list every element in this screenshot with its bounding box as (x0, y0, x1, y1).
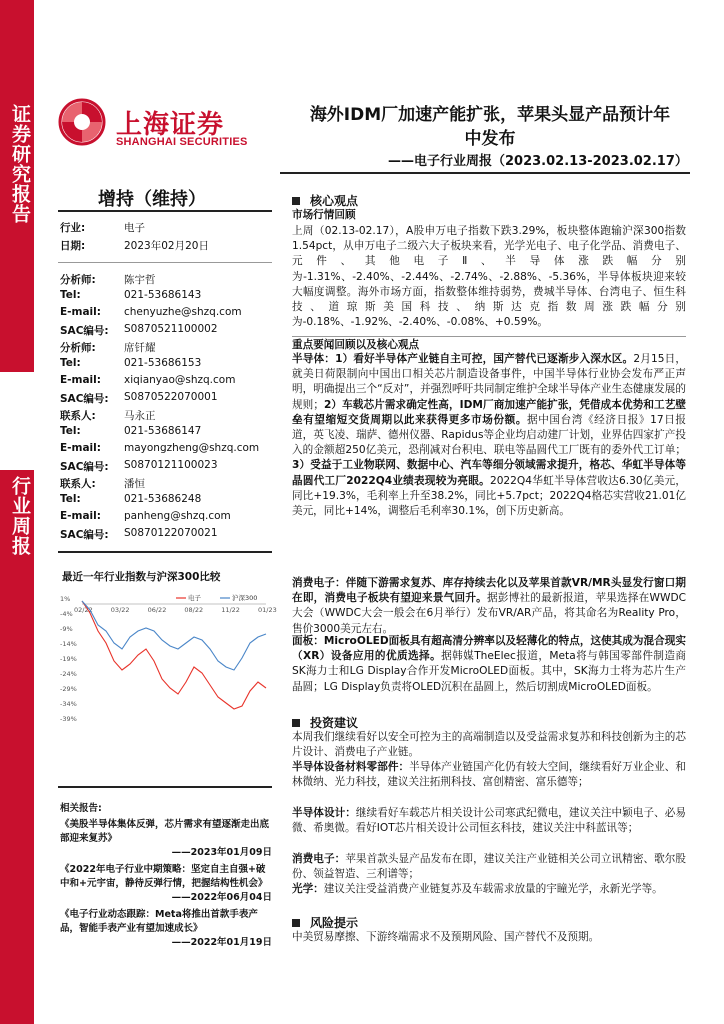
analyst-value: S0870122070021 (124, 527, 218, 539)
consumer2-paragraph (292, 852, 686, 882)
invest-heading: 投资建议 (292, 714, 358, 731)
analyst-value: 021-53686248 (124, 493, 202, 505)
y-tick-label: -14% (60, 640, 77, 648)
related-report-item[interactable] (60, 863, 272, 905)
index-comparison-chart (58, 592, 277, 723)
meta-key: 日期: (60, 240, 86, 252)
semiconductor-paragraph (292, 352, 686, 519)
y-tick-label: -34% (60, 700, 77, 708)
analyst-key: 联系人: (60, 410, 96, 422)
invest-text: 本周我们继续看好以安全可控为主的高端制造以及受益需求复苏和科技创新为主的芯片设计、消费电子产业链。 (292, 731, 686, 759)
analyst-key: Tel: (60, 357, 81, 369)
market-review-text: 上周（02.13-02.17），A股申万电子指数下跌3.29%，板块整体跑输沪深300指数1.54pct，从申万电子二级六大子板块来看，光学光电子、电子化学品、消费电子、元件、其他电子Ⅱ、半导体涨跌幅分别为-1.31%、-2.40%、-2.44%、-2.74%、-2.88%、-5.36%，半导体板块迎来较大幅度调整。海外市场方面，指数整体维持弱势，费城半导体、台湾电子、恒生科技、道琼斯美国科技、纳斯达克指数周涨跌幅分别为-0.18%、-1.92%、-2.40%、-0.08%、+0.59%。 (292, 225, 686, 329)
series-line-0 (82, 601, 266, 709)
analyst-value: 席钎耀 (124, 342, 156, 354)
report-subtitle: ——电子行业周报（2023.02.13-2023.02.17） (388, 154, 688, 169)
semiconductor-detail-2: 据中国台湾《经济日报》17日报道，英飞凌、瑞萨、德州仪器、Rapidus等企业均启动建厂计划，业界估四家扩产投入的金额超250亿美元，恐削减对台积电、联电等晶圆代工厂既有的委外代工订单； (292, 413, 687, 457)
optics-label: 光学： (292, 883, 324, 895)
risk-heading: 风险提示 (292, 914, 358, 931)
analyst-value: 陈宇哲 (124, 274, 156, 286)
news-divider (292, 336, 686, 337)
design-paragraph (292, 806, 686, 836)
related-report-title: 《美股半导体集体反弹，芯片需求有望逐渐走出底部迎来复苏》 (60, 819, 270, 844)
brand-name-cn: 上海证券 (116, 110, 225, 140)
analyst-value: mayongzheng@shzq.com (124, 442, 260, 454)
related-report-date: ——2022年06月04日 (171, 892, 272, 903)
x-tick-label: 02/22 (74, 606, 93, 614)
optics-detail: 建议关注受益消费产业链复苏及车载需求放量的宇瞳光学，永新光学等。 (323, 883, 663, 895)
y-tick-label: -24% (60, 670, 77, 678)
related-reports (60, 800, 272, 953)
semiconductor-detail-1: 2月15日，就美日荷限制向中国出口相关芯片制造设备事件，中国半导体行业协会发布严正声明，明确提出三个“反对”，并强烈呼吁共同制定维护全球半导体产业生态健康发展的规则； (292, 353, 687, 411)
analyst-divider (58, 551, 272, 553)
consumer-label: 消费电子： (292, 577, 346, 589)
related-report-title: 《2022年电子行业中期策略：坚定自主自强+破中和+元宇宙，静待反弹行情，把握结构性机会》 (60, 864, 268, 889)
analyst-key: SAC编号: (60, 393, 109, 405)
analyst-key: 分析师: (60, 342, 96, 354)
rating: 增持（维持） (98, 189, 206, 210)
related-report-title: 《电子行业动态跟踪：Meta将推出首款手表产品，智能手表产业有望加速成长》 (60, 909, 258, 934)
consumer-detail: 据彭博社的最新报道，苹果选择在WWDC大会（WWDC大会一般会在6月举行）发布VR/AR产品，将其命名为Reality Pro，售价3000美元左右。 (292, 592, 686, 635)
analyst-value: 021-53686143 (124, 289, 202, 301)
consumer2-detail: 苹果首款头显产品发布在即，建议关注产业链相关公司立讯精密、歌尔股份、领益智造、三利谱等； (292, 853, 687, 881)
bullet-square-icon (292, 719, 300, 727)
brand-name-en: SHANGHAI SECURITIES (116, 136, 248, 148)
analyst-key: E-mail: (60, 510, 101, 522)
legend-label: 沪深300 (232, 594, 258, 602)
analyst-key: SAC编号: (60, 325, 109, 337)
bullet-square-icon (292, 197, 300, 205)
panel-detail: 据韩媒TheElec报道，Meta将与韩国零部件制造商SK海力士和LG Display合作开发MicroOLED面板。其中，SK海力士将为芯片生产晶圆；LG Display负责将OLED沉积在晶圆上，然后切割成MicroOLED面板。 (292, 650, 686, 693)
rating-divider (58, 210, 272, 212)
analyst-value: S0870522070001 (124, 391, 218, 403)
analyst-value: 021-53686147 (124, 425, 202, 437)
news-heading: 重点要闻回顾以及核心观点 (292, 339, 420, 351)
consumer-point: 伴随下游需求复苏、库存持续去化以及苹果首款VR/MR头显发行窗口期在即，消费电子板块有望迎来景气回升。 (292, 577, 686, 605)
market-review-heading: 市场行情回顾 (292, 209, 356, 221)
analyst-value: 021-53686153 (124, 357, 202, 369)
sidebar-label-weekly: 行业周报 (9, 476, 31, 556)
consumer2-label: 消费电子： (292, 853, 346, 865)
design-detail: 继续看好车载芯片相关设计公司寒武纪微电，建议关注中颖电子、必易微、希奥微。看好IOT芯片相关设计公司恒玄科技，建议关注中科蓝讯等； (292, 807, 687, 835)
y-tick-label: -4% (60, 610, 73, 618)
x-tick-label: 03/22 (110, 606, 130, 614)
y-tick-label: -19% (60, 655, 77, 663)
consumer-paragraph (292, 576, 686, 637)
chart-title: 最近一年行业指数与沪深300比较 (62, 571, 221, 583)
meta-info (60, 220, 270, 260)
related-report-item[interactable] (60, 818, 272, 860)
header-divider (280, 172, 690, 174)
panel-label: 面板： (292, 635, 324, 647)
panel-point: MicroOLED面板具有超高清分辨率以及轻薄化的特点，这使其成为混合现实（XR）设备应用的优质选择。 (292, 635, 687, 663)
equipment-detail: 半导体产业链国产化仍有较大空间，继续看好万业企业、和林微纳、光力科技，建议关注拓荆科技、富创精密、富乐德等； (292, 761, 687, 789)
chart-divider (58, 786, 272, 788)
related-report-date: ——2022年01月19日 (171, 937, 272, 948)
meta-key: 行业: (60, 222, 86, 234)
risk-text: 中美贸易摩擦、下游终端需求不及预期风险、国产替代不及预期。 (292, 931, 600, 943)
analyst-key: Tel: (60, 425, 81, 437)
analyst-key: Tel: (60, 289, 81, 301)
analyst-value: xiqianyao@shzq.com (124, 374, 236, 386)
y-tick-label: 1% (60, 595, 71, 603)
equipment-paragraph (292, 760, 686, 790)
meta-value: 2023年02月20日 (124, 240, 209, 252)
bullet-square-icon (292, 919, 300, 927)
y-tick-label: -9% (60, 625, 73, 633)
meta-divider (58, 262, 272, 263)
analyst-value: panheng@shzq.com (124, 510, 231, 522)
related-report-item[interactable] (60, 908, 272, 950)
sidebar-band-middle (0, 372, 34, 470)
semiconductor-detail-3: 2022Q4华虹半导体营收达6.30亿美元，同比+19.3%，毛利率上升至38.2%，同比+5.7pct；2022Q4格芯实营收21.01亿美元，同比+14%，调整后毛利率30.1%，创下历史新高。 (292, 474, 686, 518)
analyst-key: E-mail: (60, 374, 101, 386)
semiconductor-point-2: 2）车载芯片需求确定性高，IDM厂商加速产能扩张，凭借成本优势和工艺壁垒有望缩短交货周期以此来获得更多市场份额。 (292, 398, 686, 426)
sidebar-label-report-type: 证券研究报告 (9, 104, 31, 224)
analyst-key: E-mail: (60, 306, 101, 318)
y-tick-label: -29% (60, 685, 77, 693)
analyst-value: 潘恒 (124, 478, 145, 490)
panel-paragraph (292, 634, 686, 695)
optics-paragraph (292, 882, 686, 897)
related-report-date: ——2023年01月09日 (171, 847, 272, 858)
analyst-value: S0870121100023 (124, 459, 218, 471)
y-tick-label: -39% (60, 715, 77, 723)
analyst-key: SAC编号: (60, 461, 109, 473)
equipment-label: 半导体设备材料零部件： (292, 761, 410, 773)
x-tick-label: 06/22 (147, 606, 167, 614)
meta-value: 电子 (124, 222, 145, 234)
analyst-value: S0870521100002 (124, 323, 218, 335)
semiconductor-point-1: 1）看好半导体产业链自主可控，国产替代已逐渐步入深水区。 (335, 353, 634, 365)
analyst-key: Tel: (60, 493, 81, 505)
analyst-value: chenyuzhe@shzq.com (124, 306, 242, 318)
analyst-key: SAC编号: (60, 529, 109, 541)
semiconductor-label: 半导体： (292, 353, 336, 365)
design-label: 半导体设计： (292, 807, 356, 819)
analyst-key: 联系人: (60, 478, 96, 490)
report-title-line2: 中发布 (464, 129, 516, 149)
analyst-info (60, 272, 270, 552)
x-tick-label: 08/22 (184, 606, 204, 614)
analyst-key: E-mail: (60, 442, 101, 454)
analyst-key: 分析师: (60, 274, 96, 286)
related-reports-heading: 相关报告: (60, 803, 102, 814)
logo-icon (58, 98, 106, 146)
semiconductor-point-3: 3）受益于工业物联网、数据中心、汽车等细分领域需求提升，格芯、华虹半导体等晶圆代工厂2022Q4业绩表现较为亮眼。 (292, 459, 686, 487)
x-tick-label: 01/23 (258, 606, 277, 614)
legend-label: 电子 (188, 594, 201, 602)
report-title-line1: 海外IDM厂加速产能扩张，苹果头显产品预计年 (309, 105, 671, 125)
analyst-value: 马永正 (124, 410, 156, 422)
core-heading: 核心观点 (292, 192, 358, 209)
x-tick-label: 11/22 (221, 606, 240, 614)
